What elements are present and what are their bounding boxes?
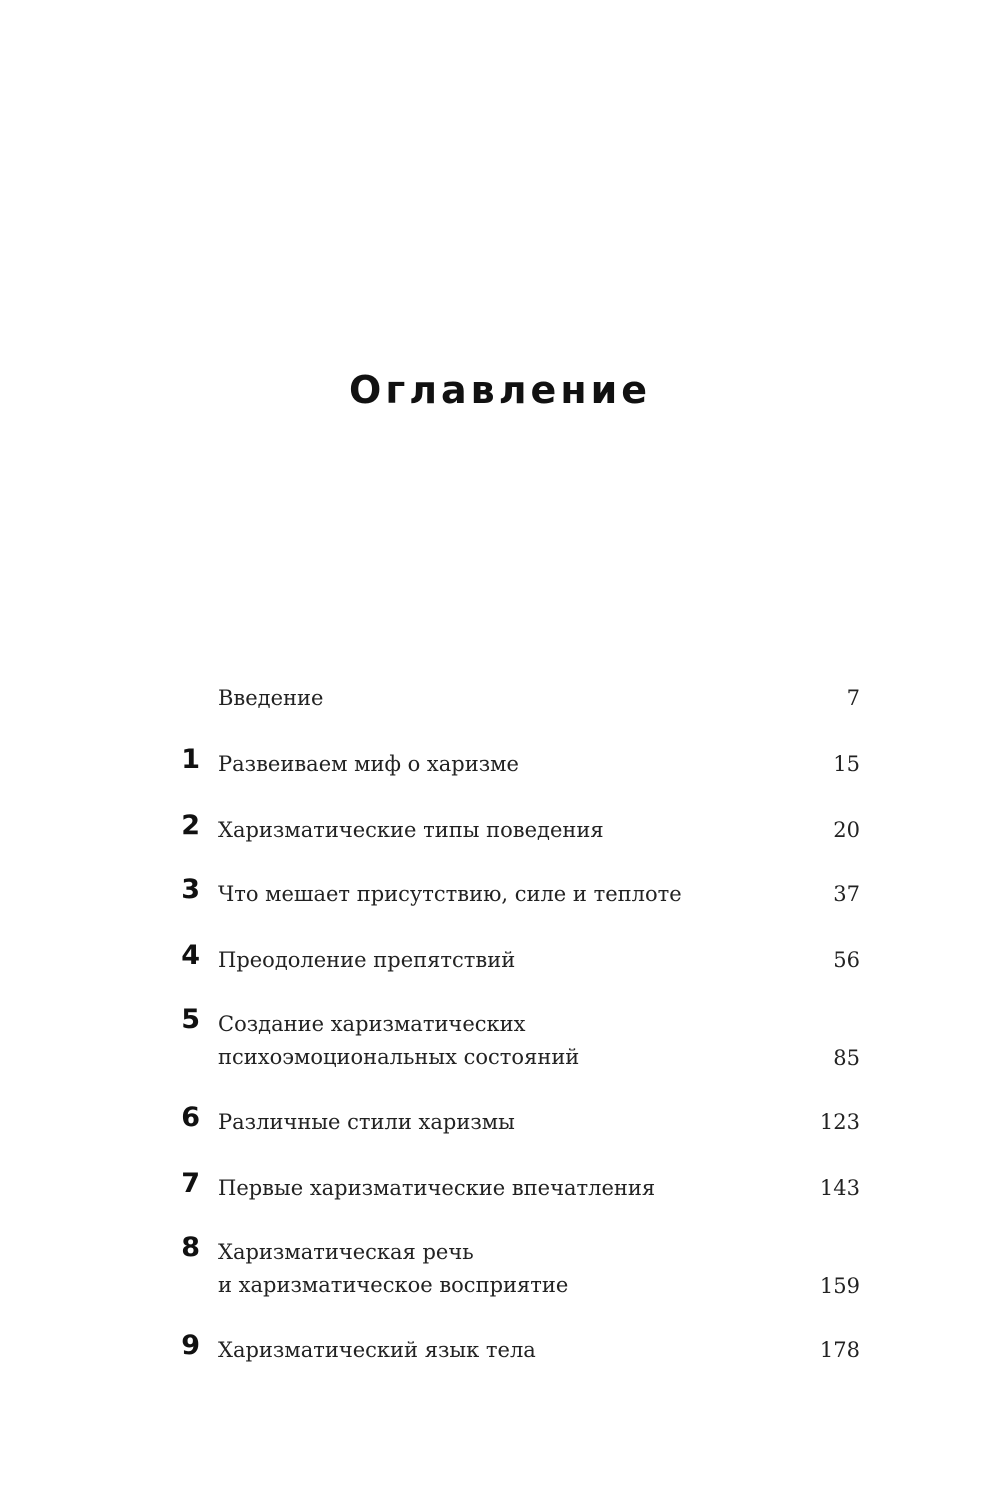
page-number: 123 [819, 1110, 860, 1134]
chapter-title: Что мешает присутствию, силе и теплоте [218, 882, 682, 906]
page-number: 178 [819, 1338, 860, 1362]
page-number: 15 [833, 752, 860, 776]
chapter-number: 2 [181, 810, 200, 841]
chapter-title: Харизматический язык тела [218, 1338, 536, 1362]
chapter-number: 3 [181, 874, 200, 905]
chapter-number: 6 [181, 1102, 200, 1133]
page-number: 20 [833, 818, 860, 842]
page-number: 85 [833, 1046, 860, 1070]
chapter-number: 5 [181, 1004, 200, 1035]
chapter-number: 9 [181, 1330, 200, 1361]
page-number: 159 [819, 1274, 860, 1298]
chapter-title: Преодоление препятствий [218, 948, 516, 972]
chapter-number: 7 [181, 1168, 200, 1199]
page-number: 7 [846, 686, 860, 710]
chapter-title: Первые харизматические впечатления [218, 1176, 656, 1200]
chapter-title: Различные стили харизмы [218, 1110, 515, 1134]
chapter-title: Харизматическая речь и харизматическое восприятие [218, 1240, 569, 1297]
chapter-title: Развеиваем миф о харизме [218, 752, 519, 776]
page-number: 56 [833, 948, 860, 972]
page-title: Оглавление [349, 368, 651, 412]
chapter-title: Харизматические типы поведения [218, 818, 604, 842]
page-number: 37 [833, 882, 860, 906]
chapter-number: 8 [181, 1232, 200, 1263]
chapter-title: Создание харизматических психоэмоциональных состояний [218, 1012, 580, 1069]
chapter-number: 4 [181, 940, 200, 971]
page-number: 143 [819, 1176, 860, 1200]
chapter-title: Введение [218, 686, 324, 710]
chapter-number: 1 [181, 744, 200, 775]
